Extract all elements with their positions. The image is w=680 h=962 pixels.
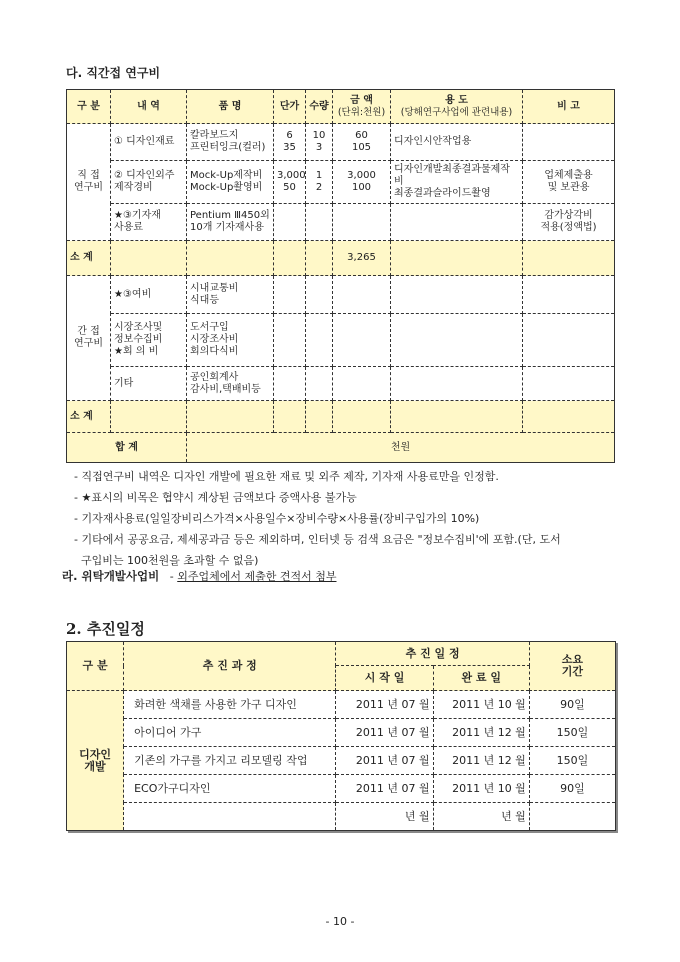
note-item: 구입비는 100천원을 초과할 수 없음)	[74, 554, 259, 567]
indirect-subtotal-row	[67, 401, 615, 433]
note-cell	[523, 124, 615, 161]
table-row	[67, 124, 615, 161]
table-row	[67, 204, 615, 241]
usage-label: 용 도	[445, 94, 468, 106]
product-cell: Mock-Up제작비 Mock-Up촬영비	[187, 161, 274, 204]
header-note: 비 고	[523, 90, 615, 124]
product-cell: 공인회계사 감사비,택배비등	[187, 367, 274, 401]
item-cell: 기타	[111, 367, 187, 401]
amount-cell: 60 105	[333, 124, 391, 161]
qty-cell	[306, 204, 333, 241]
header-item: 내 역	[111, 90, 187, 124]
schedule-row	[67, 691, 616, 719]
header-duration: 소요 기간	[529, 642, 615, 691]
section-heading: 다. 직간접 연구비	[66, 66, 161, 80]
amount-cell	[333, 204, 391, 241]
duration-cell	[529, 803, 615, 831]
table-header-row	[67, 90, 615, 124]
section-ra	[62, 568, 337, 584]
notes-list	[74, 466, 561, 571]
table-row	[67, 276, 615, 314]
duration-cell: 90일	[529, 691, 615, 719]
process-cell: 기존의 가구를 가지고 리모델링 작업	[124, 747, 336, 775]
schedule-row	[67, 775, 616, 803]
start-cell: 년 월	[336, 803, 433, 831]
total-unit: 천원	[187, 433, 615, 463]
category-direct: 직 접 연구비	[67, 124, 111, 241]
header-category: 구 분	[67, 642, 124, 691]
end-cell: 2011 년 12 월	[433, 747, 529, 775]
end-cell: 2011 년 10 월	[433, 691, 529, 719]
table-row	[67, 161, 615, 204]
product-cell: 도서구입 시장조사비 회의다식비	[187, 314, 274, 367]
total-row	[67, 433, 615, 463]
header-usage	[391, 90, 523, 124]
total-label: 합 계	[67, 433, 187, 463]
duration-cell: 90일	[529, 775, 615, 803]
note-cell: 업체제출용 및 보관용	[523, 161, 615, 204]
usage-sub: (당해연구사업에 관련내용)	[400, 106, 513, 118]
header-unit-price: 단가	[274, 90, 306, 124]
start-cell: 2011 년 07 월	[336, 719, 433, 747]
subtotal-label: 소 계	[67, 241, 111, 276]
schedule-row	[67, 803, 616, 831]
process-cell: 화려한 색채를 사용한 가구 디자인	[124, 691, 336, 719]
process-cell: 아이디어 가구	[124, 719, 336, 747]
dash: -	[169, 570, 174, 583]
header-end: 완 료 일	[433, 666, 529, 691]
direct-subtotal-row	[67, 241, 615, 276]
process-cell	[124, 803, 336, 831]
note-cell: 감가상각비 적용(정액법)	[523, 204, 615, 241]
usage-cell: 디자인시안작업용	[391, 124, 523, 161]
end-cell: 년 월	[433, 803, 529, 831]
header-start: 시 작 일	[336, 666, 433, 691]
table-row	[67, 314, 615, 367]
category-design: 디자인 개발	[67, 691, 124, 831]
end-cell: 2011 년 10 월	[433, 775, 529, 803]
schedule-table	[66, 641, 616, 831]
section-ra-title: 라. 위탁개발사업비	[62, 569, 160, 583]
research-cost-table	[66, 89, 615, 463]
header-category: 구 분	[67, 90, 111, 124]
product-cell: Pentium Ⅲ450외 10개 기자재사용	[187, 204, 274, 241]
process-cell: ECO가구디자인	[124, 775, 336, 803]
unit-price-cell: 3,000 50	[274, 161, 306, 204]
header-product: 품 명	[187, 90, 274, 124]
amount-unit: (단위:천원)	[337, 106, 386, 118]
usage-cell: 디자인개발최종결과물제작비 최종결과슬라이드촬영	[391, 161, 523, 204]
subtotal-label: 소 계	[67, 401, 111, 433]
item-cell: ★③여비	[111, 276, 187, 314]
qty-cell: 10 3	[306, 124, 333, 161]
schedule-row	[67, 747, 616, 775]
start-cell: 2011 년 07 월	[336, 775, 433, 803]
note-item: - 기타에서 공공요금, 제세공과금 등은 제외하며, 인터넷 등 검색 요금은 "정보수집비'에 포함.(단, 도서	[74, 533, 561, 546]
schedule-row	[67, 719, 616, 747]
page-number: - 10 -	[325, 915, 355, 928]
note-item: - ★표시의 비목은 협약시 계상된 금액보다 증액사용 불가능	[74, 491, 357, 504]
end-cell: 2011 년 12 월	[433, 719, 529, 747]
item-cell: ① 디자인재료	[111, 124, 187, 161]
unit-price-cell	[274, 204, 306, 241]
category-indirect: 간 접 연구비	[67, 276, 111, 401]
header-schedule: 추 진 일 정	[336, 642, 529, 666]
item-cell: 시장조사및 정보수집비 ★회 의 비	[111, 314, 187, 367]
header-process: 추 진 과 정	[124, 642, 336, 691]
qty-cell: 1 2	[306, 161, 333, 204]
table-row	[67, 367, 615, 401]
duration-cell: 150일	[529, 719, 615, 747]
header-amount	[333, 90, 391, 124]
amount-cell: 3,000 100	[333, 161, 391, 204]
product-cell: 칼라보드지 프린터잉크(컬러)	[187, 124, 274, 161]
usage-cell	[391, 204, 523, 241]
note-item: - 직접연구비 내역은 디자인 개발에 필요한 재료 및 외주 제작, 기자재 사용료만을 인정함.	[74, 470, 499, 483]
section-2-heading: 2. 추진일정	[66, 620, 145, 638]
note-item: - 기자재사용료(일일장비리스가격×사용일수×장비수량×사용률(장비구입가의 10%)	[74, 512, 480, 525]
amount-label: 금 액	[350, 94, 373, 106]
section-ra-text: 외주업체에서 제출한 견적서 첨부	[177, 570, 337, 583]
start-cell: 2011 년 07 월	[336, 747, 433, 775]
product-cell: 시내교통비 식대등	[187, 276, 274, 314]
unit-price-cell: 6 35	[274, 124, 306, 161]
item-cell: ★③기자재 사용료	[111, 204, 187, 241]
duration-cell: 150일	[529, 747, 615, 775]
start-cell: 2011 년 07 월	[336, 691, 433, 719]
header-qty: 수량	[306, 90, 333, 124]
item-cell: ② 디자인외주 제작경비	[111, 161, 187, 204]
subtotal-amount: 3,265	[333, 241, 391, 276]
